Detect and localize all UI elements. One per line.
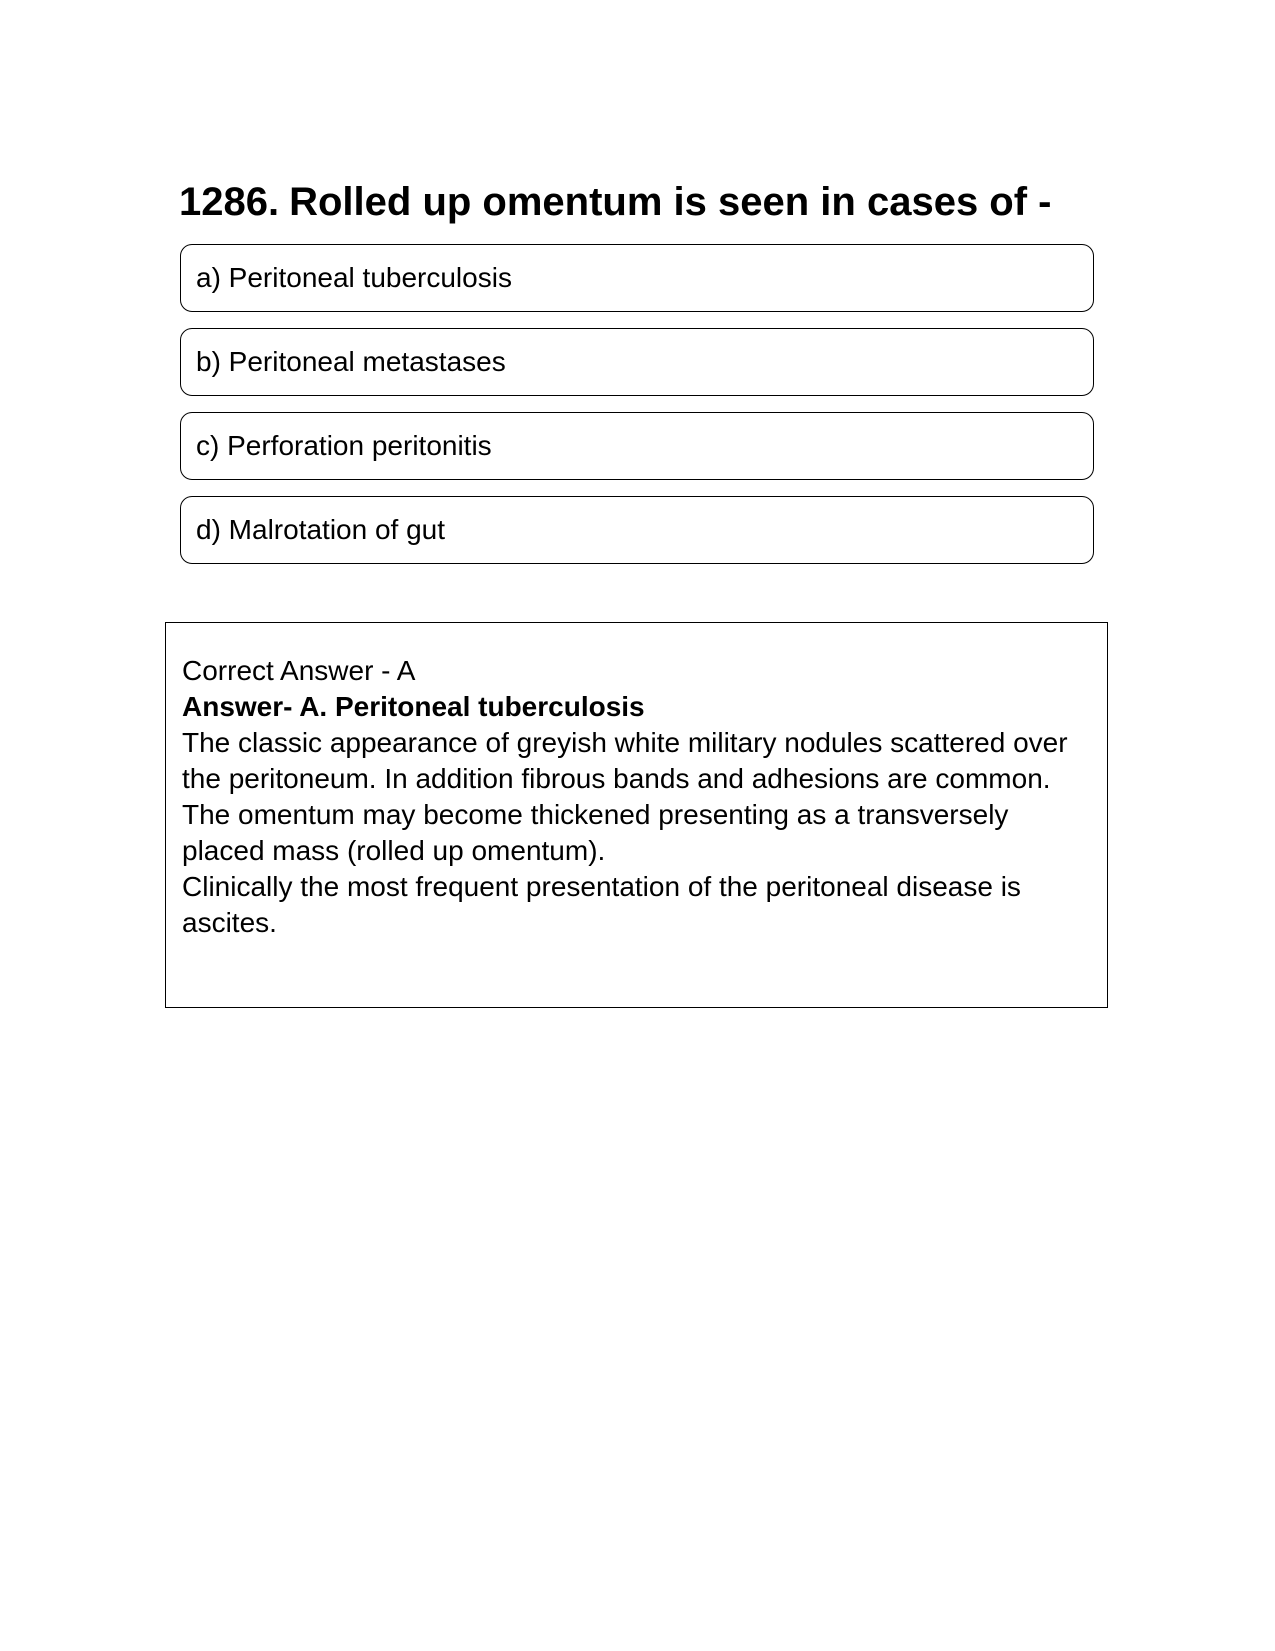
option-d[interactable]: d) Malrotation of gut	[180, 496, 1094, 564]
question-text: Rolled up omentum is seen in cases of -	[289, 180, 1052, 224]
options-list	[180, 244, 1094, 580]
explanation-paragraph: The classic appearance of greyish white military nodules scattered over the peritoneum. In addition fibrous bands and adhesions are common.	[182, 727, 1068, 794]
answer-explanation-box	[165, 622, 1108, 1008]
option-b[interactable]: b) Peritoneal metastases	[180, 328, 1094, 396]
question-number: 1286.	[179, 180, 280, 224]
explanation-paragraph: Clinically the most frequent presentation of the peritoneal disease is ascites.	[182, 871, 1021, 938]
question-heading	[179, 178, 1119, 226]
correct-answer-line: Correct Answer - A	[182, 655, 416, 686]
option-a[interactable]: a) Peritoneal tuberculosis	[180, 244, 1094, 312]
option-c[interactable]: c) Perforation peritonitis	[180, 412, 1094, 480]
answer-title: Answer- A. Peritoneal tuberculosis	[182, 691, 645, 722]
explanation-paragraph: The omentum may become thickened presenting as a transversely placed mass (rolled up omentum).	[182, 799, 1009, 866]
